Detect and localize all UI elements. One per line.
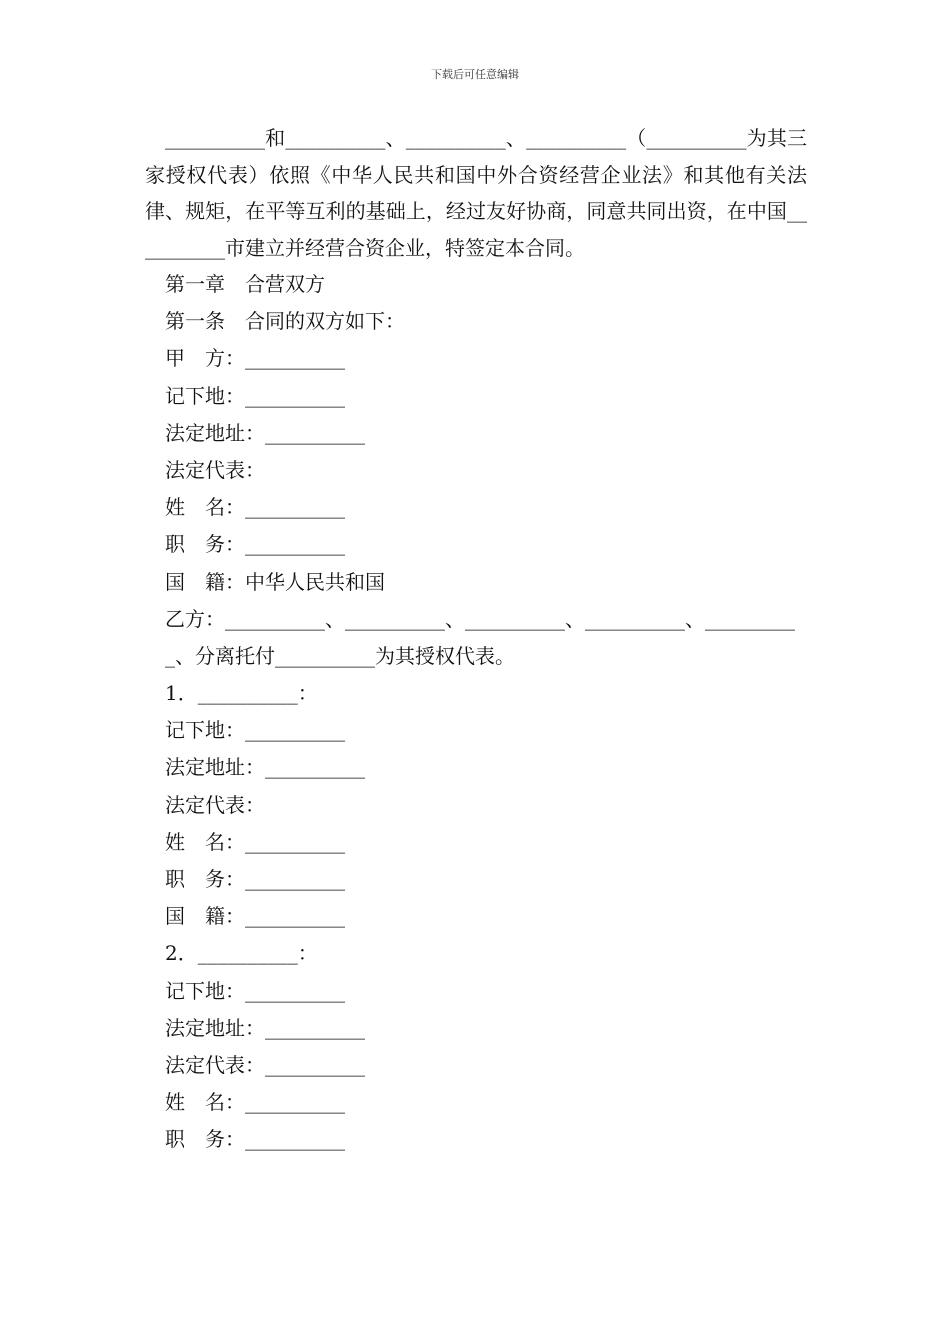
party-b1-rep-name: 姓 名：__________ bbox=[165, 829, 345, 854]
party-a-name: 甲 方：__________ bbox=[165, 346, 345, 371]
party-a-address: 法定地址：__________ bbox=[165, 420, 365, 445]
party-b1-registered: 记下地：__________ bbox=[165, 718, 345, 743]
article-heading: 第一条 合同的双方如下： bbox=[165, 309, 405, 334]
party-a-rep-nationality: 国 籍：中华人民共和国 bbox=[165, 569, 385, 594]
party-b2-rep: 法定代表：__________ bbox=[165, 1052, 365, 1077]
party-a-registered: 记下地：__________ bbox=[165, 383, 345, 408]
party-b-section bbox=[145, 601, 807, 1159]
party-b2-registered: 记下地：__________ bbox=[165, 978, 345, 1003]
intro-paragraph: __________和__________、__________、__________（__________为其三家授权代表）依照《中华人民共和国中外合资经营企业法》和其他有关法律、规矩，在平等互利的基础上，经过友好协商，同意共同出资，在中国__________市建立并经营合资企业，特签定本合同。 bbox=[145, 126, 807, 260]
party-b2-rep-name: 姓 名：__________ bbox=[165, 1090, 345, 1115]
party-b1-rep-title: 职 务：__________ bbox=[165, 867, 345, 892]
page-header: 下载后可任意编辑 bbox=[431, 68, 519, 81]
party-b1-rep-nationality: 国 籍：__________ bbox=[165, 904, 345, 929]
party-a-rep-title: 职 务：__________ bbox=[165, 532, 345, 557]
party-b1-rep: 法定代表： bbox=[165, 792, 265, 817]
party-b2-address: 法定地址：__________ bbox=[165, 1015, 365, 1040]
party-a-rep-name: 姓 名：__________ bbox=[165, 495, 345, 520]
party-b2-rep-title: 职 务：__________ bbox=[165, 1127, 345, 1152]
party-b1-address: 法定地址：__________ bbox=[165, 755, 365, 780]
party-a-section bbox=[145, 340, 807, 600]
party-b-intro: 乙方：__________、__________、__________、__________、__________、分离托付__________为其授权代表。 bbox=[165, 606, 795, 668]
contract-body bbox=[145, 120, 807, 1159]
party-b1-label: 1．__________： bbox=[165, 681, 318, 706]
party-b2-label: 2．__________： bbox=[165, 941, 318, 966]
chapter-heading: 第一章 合营双方 bbox=[165, 272, 325, 296]
party-a-rep: 法定代表： bbox=[165, 457, 265, 482]
